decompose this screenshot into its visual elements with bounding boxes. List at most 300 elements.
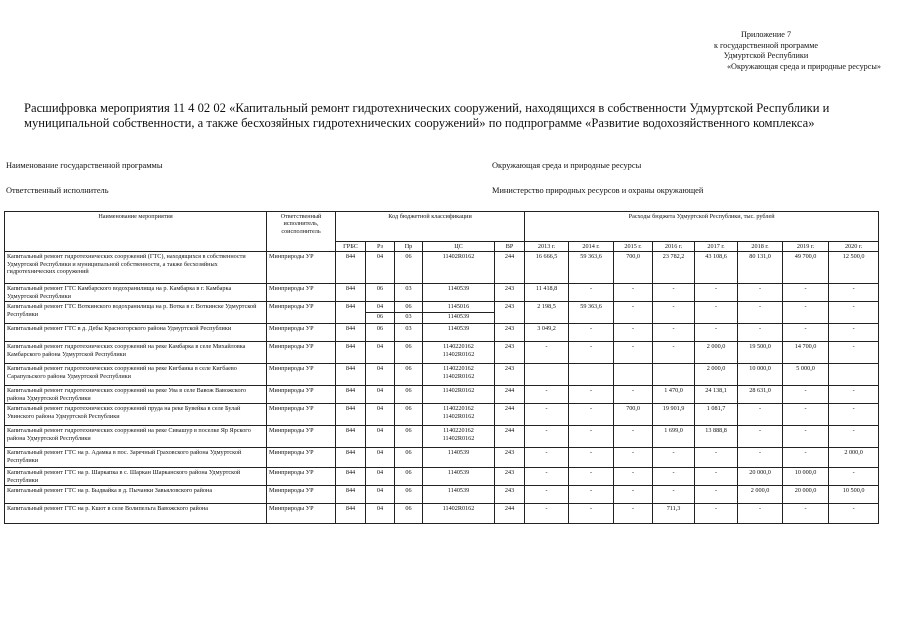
cell-amount-text: -	[759, 285, 762, 293]
cell-amount-text: -	[852, 405, 855, 413]
cell-amount-text: 2 198,5	[537, 303, 556, 311]
cell-vr-text: 243	[504, 365, 515, 373]
year-column-header: 2015 г.	[614, 242, 653, 252]
cell-grbs-text: 844	[345, 303, 356, 311]
cell-amount	[653, 486, 695, 504]
cell-amount-text: -	[590, 405, 593, 413]
cell-responsible	[267, 486, 336, 504]
cell-grbs-text: 844	[345, 325, 356, 333]
cell-grbs-text: 844	[345, 449, 356, 457]
cell-pr-text: 06	[405, 469, 412, 477]
cell-responsible-text: Минприроды УР	[269, 343, 314, 351]
cell-cs	[423, 448, 495, 468]
cell-rz-text: 04	[376, 405, 384, 413]
cell-pr-text: 06	[405, 387, 412, 395]
cell-rz-text: 04	[376, 487, 384, 495]
cell-responsible-text: Минприроды УР	[269, 487, 314, 495]
cell-amount	[738, 284, 783, 302]
cell-amount-text: -	[852, 303, 855, 311]
cell-pr	[395, 404, 423, 426]
cell-amount-text: -	[852, 505, 855, 513]
table-row	[5, 468, 879, 486]
cell-amount-text: -	[715, 325, 718, 333]
cell-amount	[525, 504, 569, 524]
cell-amount	[738, 468, 783, 486]
cell-amount-text: 19 901,9	[662, 405, 685, 413]
cell-name	[5, 342, 267, 364]
cell-amount-text: 700,0	[626, 253, 641, 261]
cell-amount	[614, 342, 653, 364]
cell-name	[5, 504, 267, 524]
cell-grbs-text: 844	[345, 253, 356, 261]
cell-responsible	[267, 364, 336, 386]
table-body	[5, 252, 879, 524]
cell-amount	[525, 386, 569, 404]
cell-cs	[423, 364, 495, 386]
cell-amount-text: 10 000,0	[794, 469, 817, 477]
cell-amount-text: 3 049,2	[537, 325, 556, 333]
cell-amount-text: 43 108,6	[705, 253, 727, 261]
cell-amount	[569, 504, 614, 524]
cell-amount	[829, 364, 879, 386]
cell-cs-second: 11402R0162	[442, 372, 475, 380]
cell-amount-text: 2 000,0	[844, 449, 863, 457]
cell-vr	[495, 302, 525, 324]
cell-amount	[569, 426, 614, 448]
cell-amount-text: 59 363,6	[580, 253, 602, 261]
cell-vr-text: 244	[504, 253, 515, 261]
cell-pr-text: 06	[405, 303, 412, 311]
cell-amount	[525, 426, 569, 448]
cell-vr	[495, 342, 525, 364]
cell-amount	[614, 324, 653, 342]
document-title: Расшифровка мероприятия 11 4 02 02 «Капитальный ремонт гидротехнических сооружений, находящихся в собственности Удмуртской Республики и муниципальной собственности, а также бесхозяйных гидротехнических сооружений» по подпрограмме «Развитие водохозяйственного комплекса»	[24, 101, 830, 131]
cell-grbs	[336, 252, 366, 284]
cell-responsible	[267, 426, 336, 448]
cell-amount	[738, 324, 783, 342]
cell-responsible-text: Минприроды УР	[269, 427, 314, 435]
table-row	[5, 364, 879, 386]
cell-pr-text: 06	[405, 253, 412, 261]
cell-amount	[829, 426, 879, 448]
cell-amount	[695, 426, 738, 448]
cell-amount	[569, 364, 614, 386]
cell-pr	[395, 342, 423, 364]
cell-amount	[653, 468, 695, 486]
cell-cs	[423, 342, 495, 364]
cell-amount-text: -	[852, 285, 855, 293]
cell-rz-text: 06	[376, 285, 384, 293]
cell-amount	[829, 284, 879, 302]
cell-rz	[366, 386, 395, 404]
cell-name	[5, 486, 267, 504]
cell-pr-text: 06	[405, 487, 412, 495]
cell-amount-text: -	[672, 325, 675, 333]
cell-responsible-text: Минприроды УР	[269, 469, 314, 477]
cell-name	[5, 302, 267, 324]
cell-amount	[695, 386, 738, 404]
cell-cs-text: 11402R0162	[442, 253, 475, 261]
cell-cs-second: 11402R0162	[442, 350, 475, 358]
cell-rz	[366, 404, 395, 426]
cell-amount-text: -	[545, 487, 548, 495]
table-row	[5, 284, 879, 302]
header-budget-code: Код бюджетной классификации	[336, 212, 525, 242]
cell-amount	[695, 364, 738, 386]
cell-cs	[423, 324, 495, 342]
cell-rz-second: 06	[366, 312, 394, 320]
cell-amount	[829, 302, 879, 324]
cell-responsible	[267, 302, 336, 324]
code-column-header: ВР	[495, 242, 525, 252]
cell-amount-text: -	[632, 487, 635, 495]
table-row	[5, 386, 879, 404]
cell-amount	[614, 364, 653, 386]
cell-amount-text: -	[590, 427, 593, 435]
cell-vr	[495, 468, 525, 486]
cell-name-text: Капитальный ремонт гидротехнических сооружений на реке Камбарка в селе Михайловка Камбарского района Удмуртской Республики	[7, 343, 246, 358]
cell-responsible-text: Минприроды УР	[269, 449, 314, 457]
cell-responsible	[267, 284, 336, 302]
cell-cs-text: 1140539	[447, 449, 470, 457]
cell-amount-text: 2 000,0	[750, 487, 770, 495]
cell-vr	[495, 404, 525, 426]
cell-amount-text: -	[804, 325, 807, 333]
cell-amount	[653, 284, 695, 302]
cell-cs	[423, 386, 495, 404]
code-column-header: Рз	[366, 242, 395, 252]
cell-amount-text: 11 418,8	[535, 285, 558, 293]
cell-grbs-text: 844	[345, 469, 356, 477]
cell-amount	[525, 324, 569, 342]
cell-amount	[525, 252, 569, 284]
cell-amount	[738, 302, 783, 324]
cell-amount	[783, 364, 829, 386]
cell-name-text: Капитальный ремонт ГТС в д. Дебы Красногорского района Удмуртской Республики	[7, 325, 232, 333]
cell-amount	[695, 404, 738, 426]
cell-pr	[395, 252, 423, 284]
cell-grbs	[336, 504, 366, 524]
cell-amount-text: 14 700,0	[794, 343, 817, 351]
cell-amount	[783, 426, 829, 448]
cell-amount-text: -	[715, 285, 718, 293]
cell-amount-text: 16 666,5	[535, 253, 558, 261]
cell-amount-text: -	[672, 469, 675, 477]
cell-cs-second: 11402R0162	[442, 434, 475, 442]
cell-vr	[495, 252, 525, 284]
year-column-header: 2020 г.	[829, 242, 879, 252]
cell-responsible	[267, 404, 336, 426]
cell-rz	[366, 364, 395, 386]
cell-amount-text: -	[672, 285, 675, 293]
cell-amount	[695, 302, 738, 324]
cell-amount-text: -	[715, 449, 718, 457]
cell-amount-text: -	[804, 405, 807, 413]
cell-name	[5, 404, 267, 426]
cell-amount	[695, 284, 738, 302]
year-column-header: 2019 г.	[783, 242, 829, 252]
cell-vr	[495, 364, 525, 386]
cell-amount-text: -	[545, 427, 548, 435]
cell-rz-text: 04	[376, 387, 384, 395]
cell-cs-text: 1145016	[447, 303, 470, 311]
cell-amount	[829, 404, 879, 426]
table-row	[5, 302, 879, 324]
cell-grbs-text: 844	[345, 387, 356, 395]
cell-amount-text: -	[545, 449, 548, 457]
cell-responsible	[267, 324, 336, 342]
cell-cs	[423, 468, 495, 486]
cell-vr-text: 243	[504, 469, 515, 477]
cell-name	[5, 468, 267, 486]
cell-vr	[495, 448, 525, 468]
cell-rz	[366, 504, 395, 524]
cell-amount	[738, 504, 783, 524]
cell-amount-text: -	[632, 427, 635, 435]
cell-pr-text: 06	[405, 449, 412, 457]
cell-responsible	[267, 386, 336, 404]
cell-responsible-text: Минприроды УР	[269, 303, 314, 311]
cell-cs	[423, 252, 495, 284]
table-row	[5, 252, 879, 284]
year-column-header: 2018 г.	[738, 242, 783, 252]
cell-rz-text: 04	[376, 469, 384, 477]
cell-amount	[695, 504, 738, 524]
cell-amount-text: -	[715, 469, 718, 477]
cell-amount	[525, 448, 569, 468]
cell-amount	[653, 324, 695, 342]
cell-amount	[783, 342, 829, 364]
cell-amount-text: 2 000,0	[706, 365, 726, 373]
appendix-line: Приложение 7	[740, 30, 792, 39]
cell-cs-text: 1140220162	[443, 405, 474, 413]
cell-amount-text: 23 782,2	[662, 253, 685, 261]
cell-amount-text: -	[759, 303, 762, 311]
year-column-header: 2013 г.	[525, 242, 569, 252]
cell-amount-text: -	[590, 387, 593, 395]
cell-vr	[495, 386, 525, 404]
cell-responsible	[267, 448, 336, 468]
cell-amount	[614, 386, 653, 404]
cell-cs-text: 1140539	[447, 285, 470, 293]
appendix-line: к государственной программе	[713, 40, 819, 50]
cell-amount-text: -	[590, 449, 593, 457]
cell-grbs-text: 844	[345, 365, 356, 373]
cell-pr-text: 06	[405, 343, 412, 351]
cell-amount	[829, 504, 879, 524]
program-value: Окружающая среда и природные ресурсы	[492, 161, 642, 170]
cell-amount	[525, 302, 569, 324]
cell-amount	[695, 324, 738, 342]
cell-vr-text: 244	[504, 387, 515, 395]
cell-amount-text: -	[804, 505, 807, 513]
cell-pr-second: 03	[395, 312, 422, 320]
cell-amount-text: -	[852, 469, 855, 477]
cell-cs-text: 1140539	[447, 325, 470, 333]
cell-rz-text: 04	[376, 365, 384, 373]
cell-amount-text: -	[545, 505, 548, 513]
cell-amount	[738, 386, 783, 404]
cell-name	[5, 324, 267, 342]
cell-pr	[395, 386, 423, 404]
cell-name	[5, 386, 267, 404]
cell-cs-text: 1140539	[447, 487, 470, 495]
cell-amount	[569, 448, 614, 468]
cell-vr-text: 244	[504, 505, 515, 513]
cell-amount	[738, 252, 783, 284]
cell-amount	[829, 386, 879, 404]
header-name: Наименование мероприятия	[5, 212, 267, 252]
cell-grbs-text: 844	[345, 285, 356, 293]
cell-responsible-text: Минприроды УР	[269, 253, 314, 261]
cell-pr	[395, 284, 423, 302]
cell-rz	[366, 468, 395, 486]
cell-amount-text: -	[715, 487, 718, 495]
cell-amount	[614, 486, 653, 504]
cell-amount-text: 28 631,0	[749, 387, 771, 395]
cell-amount-text: -	[545, 343, 548, 351]
cell-amount-text: 80 131,0	[749, 253, 771, 261]
table-row	[5, 504, 879, 524]
code-column-header: Пр	[395, 242, 423, 252]
cell-cs-text: 11402R0162	[442, 505, 475, 513]
cell-vr	[495, 486, 525, 504]
cell-vr-text: 244	[504, 405, 515, 413]
cell-amount	[569, 302, 614, 324]
cell-amount-text: -	[804, 387, 807, 395]
cell-rz-text: 04	[376, 449, 384, 457]
cell-grbs	[336, 448, 366, 468]
cell-amount	[783, 302, 829, 324]
cell-name-text: Капитальный ремонт гидротехнических сооружений на реке Кигбаика в селе Кигбаево Сарапульского района Удмуртской Республики	[7, 365, 237, 380]
cell-grbs	[336, 404, 366, 426]
cell-rz	[366, 342, 395, 364]
cell-pr-text: 03	[405, 325, 412, 333]
code-column-header: ГРБС	[336, 242, 366, 252]
cell-cs-second: 1140539	[423, 312, 494, 320]
cell-amount	[525, 284, 569, 302]
cell-amount	[738, 404, 783, 426]
table-row	[5, 342, 879, 364]
cell-amount	[738, 426, 783, 448]
cell-name-text: Капитальный ремонт гидротехнических сооружений (ГТС), находящихся в собственности Удмуртской Республики и муниципальной собственности, а также бесхозяйных гидротехнических сооружений	[7, 253, 246, 276]
cell-name-text: Капитальный ремонт гидротехнических сооружений на реке Ува в селе Вавож Вавожского района Удмуртской Республики	[7, 387, 247, 402]
cell-amount	[614, 252, 653, 284]
cell-responsible	[267, 342, 336, 364]
cell-amount-text: -	[715, 303, 718, 311]
cell-amount	[614, 404, 653, 426]
cell-amount	[653, 302, 695, 324]
cell-amount-text: -	[804, 449, 807, 457]
cell-cs-text: 1140220162	[443, 427, 474, 435]
cell-amount	[569, 342, 614, 364]
cell-amount-text: -	[672, 343, 675, 351]
cell-vr-text: 244	[504, 427, 515, 435]
cell-amount-text: -	[590, 343, 593, 351]
cell-rz-text: 04	[376, 303, 384, 311]
cell-amount-text: -	[632, 343, 635, 351]
cell-grbs	[336, 364, 366, 386]
cell-cs-text: 11402R0162	[442, 387, 475, 395]
cell-rz	[366, 252, 395, 284]
cell-amount	[525, 468, 569, 486]
cell-name-text: Капитальный ремонт ГТС на р. Адамка в пос. Заречный Граховского района Удмуртской Республики	[7, 449, 242, 464]
cell-amount	[783, 448, 829, 468]
cell-amount	[783, 324, 829, 342]
header-expenses: Расходы бюджета Удмуртской Республики, тыс. рублей	[525, 212, 879, 242]
cell-amount	[653, 386, 695, 404]
cell-amount	[653, 504, 695, 524]
cell-amount-text: 10 000,0	[749, 365, 771, 373]
cell-responsible-text: Минприроды УР	[269, 365, 314, 373]
cell-name-text: Капитальный ремонт ГТС Камбарского водохранилища на р. Камбарка в г. Камбарка Удмуртской Республики	[7, 285, 232, 300]
cell-amount	[614, 302, 653, 324]
cell-vr-text: 243	[504, 449, 515, 457]
cell-amount-text: -	[852, 427, 855, 435]
cell-amount-text: 20 000,0	[749, 469, 771, 477]
cell-amount	[569, 468, 614, 486]
cell-cs-text: 1140220162	[443, 365, 474, 373]
cell-amount-text: 1 470,0	[664, 387, 683, 395]
cell-responsible	[267, 252, 336, 284]
cell-rz	[366, 324, 395, 342]
cell-grbs-text: 844	[345, 405, 356, 413]
cell-rz-text: 04	[376, 427, 384, 435]
cell-amount	[829, 486, 879, 504]
cell-amount-text: -	[672, 487, 675, 495]
year-column-header: 2016 г.	[653, 242, 695, 252]
cell-amount-text: -	[852, 343, 855, 351]
cell-amount	[614, 426, 653, 448]
cell-amount	[525, 404, 569, 426]
cell-amount	[738, 364, 783, 386]
cell-name	[5, 252, 267, 284]
cell-pr-text: 06	[405, 505, 412, 513]
cell-cs	[423, 404, 495, 426]
cell-amount	[695, 468, 738, 486]
cell-amount-text: 20 000,0	[794, 487, 817, 495]
cell-amount-text: -	[590, 505, 593, 513]
cell-vr-text: 243	[504, 487, 515, 495]
cell-amount	[653, 404, 695, 426]
cell-grbs-text: 844	[345, 343, 356, 351]
cell-amount-text: -	[632, 303, 635, 311]
year-column-header: 2014 г.	[569, 242, 614, 252]
cell-amount	[569, 252, 614, 284]
cell-pr-text: 06	[405, 365, 412, 373]
cell-cs-text: 1140539	[447, 469, 470, 477]
table-row	[5, 426, 879, 448]
cell-vr-text: 243	[504, 325, 515, 333]
cell-amount-text: -	[545, 469, 548, 477]
cell-amount-text: -	[590, 325, 593, 333]
cell-cs	[423, 504, 495, 524]
cell-amount-text: 12 500,0	[842, 253, 865, 261]
cell-amount	[614, 504, 653, 524]
cell-amount-text: 1 081,7	[706, 405, 726, 413]
cell-amount-text: -	[672, 303, 675, 311]
cell-amount	[829, 342, 879, 364]
cell-amount	[738, 486, 783, 504]
cell-amount-text: 10 500,0	[842, 487, 865, 495]
cell-pr	[395, 468, 423, 486]
cell-amount	[829, 448, 879, 468]
cell-amount-text: -	[852, 325, 855, 333]
table-row	[5, 404, 879, 426]
cell-amount-text: -	[672, 449, 675, 457]
cell-grbs	[336, 468, 366, 486]
cell-name	[5, 284, 267, 302]
